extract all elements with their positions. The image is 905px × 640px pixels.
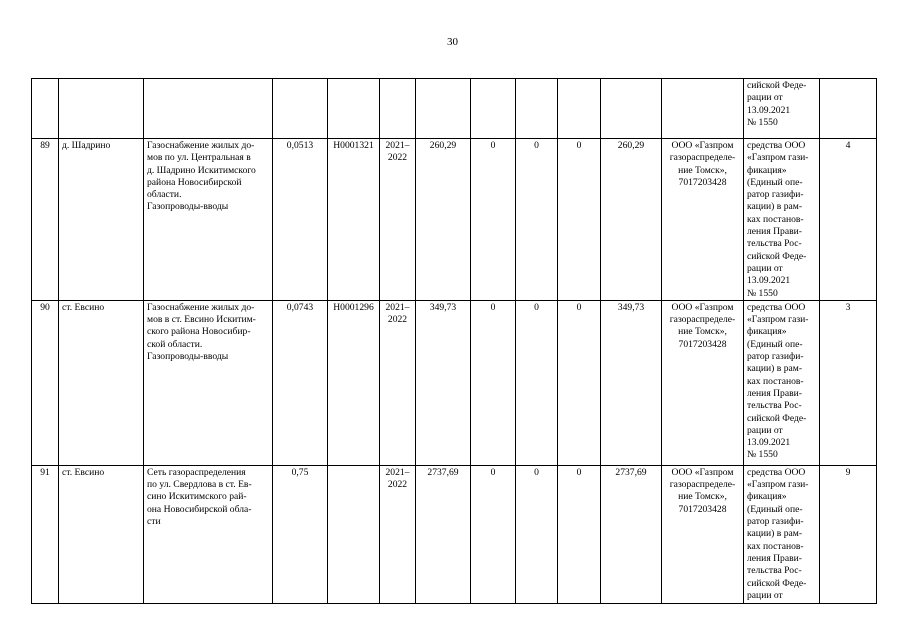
basis-cell: средства ООО «Газпром гази- фикация» (Единый опе- ратор газифи- кации) в рам- ках постанов- ления Прави- тельства Рос- сийской Феде- рации от 13.09.2021 № 1550	[744, 139, 820, 301]
row-num-cell: 91	[32, 465, 59, 603]
table-row	[32, 300, 877, 465]
basis-cell: сийской Феде- рации от 13.09.2021 № 1550	[744, 79, 820, 139]
code-cell	[328, 465, 380, 603]
value-cell	[558, 79, 601, 139]
description-cell: Газоснабжение жилых до- мов по ул. Центральная в д. Шадрино Искитимского района Новосибирской области. Газопроводы-вводы	[144, 139, 273, 301]
total-cell: 260,29	[416, 139, 471, 301]
organization-cell: ООО «Газпром газораспределе- ние Томск», 7017203428	[662, 300, 744, 465]
value-cell: 0	[516, 300, 558, 465]
total-cell: 2737,69	[416, 465, 471, 603]
value-cell: 260,29	[601, 139, 662, 301]
length-cell: 0,0513	[273, 139, 328, 301]
total-cell: 349,73	[416, 300, 471, 465]
settlement-cell: ст. Евсино	[59, 300, 144, 465]
value-cell	[471, 79, 516, 139]
period-cell: 2021– 2022	[380, 465, 416, 603]
value-cell: 0	[558, 139, 601, 301]
value-cell: 0	[516, 465, 558, 603]
code-cell	[328, 79, 380, 139]
code-cell: Н0001296	[328, 300, 380, 465]
value-cell: 0	[558, 300, 601, 465]
data-table	[31, 78, 877, 604]
row-num-cell: 90	[32, 300, 59, 465]
value-cell	[516, 79, 558, 139]
value-cell: 0	[558, 465, 601, 603]
length-cell	[273, 79, 328, 139]
total-cell	[416, 79, 471, 139]
length-cell: 0,0743	[273, 300, 328, 465]
organization-cell	[662, 79, 744, 139]
value-cell: 0	[471, 465, 516, 603]
value-cell: 2737,69	[601, 465, 662, 603]
last-cell: 3	[820, 300, 877, 465]
period-cell	[380, 79, 416, 139]
page-number: 30	[447, 36, 458, 48]
row-num-cell: 89	[32, 139, 59, 301]
description-cell: Газоснабжение жилых до- мов в ст. Евсино Искитим- ского района Новосибир- ской области. Газопроводы-вводы	[144, 300, 273, 465]
settlement-cell: д. Шадрино	[59, 139, 144, 301]
last-cell	[820, 79, 877, 139]
organization-cell: ООО «Газпром газораспределе- ние Томск», 7017203428	[662, 465, 744, 603]
settlement-cell	[59, 79, 144, 139]
value-cell: 0	[471, 300, 516, 465]
period-cell: 2021– 2022	[380, 139, 416, 301]
period-cell: 2021– 2022	[380, 300, 416, 465]
basis-cell: средства ООО «Газпром гази- фикация» (Единый опе- ратор газифи- кации) в рам- ках постанов- ления Прави- тельства Рос- сийской Феде- рации от	[744, 465, 820, 603]
table-row	[32, 465, 877, 603]
organization-cell: ООО «Газпром газораспределе- ние Томск», 7017203428	[662, 139, 744, 301]
value-cell	[601, 79, 662, 139]
description-cell: Сеть газораспределения по ул. Свердлова в ст. Ев- сино Искитимского рай- она Новосибирской обла- сти	[144, 465, 273, 603]
table-row	[32, 139, 877, 301]
length-cell: 0,75	[273, 465, 328, 603]
value-cell: 349,73	[601, 300, 662, 465]
table-row	[32, 79, 877, 139]
row-num-cell	[32, 79, 59, 139]
description-cell	[144, 79, 273, 139]
value-cell: 0	[516, 139, 558, 301]
last-cell: 9	[820, 465, 877, 603]
value-cell: 0	[471, 139, 516, 301]
settlement-cell: ст. Евсино	[59, 465, 144, 603]
basis-cell: средства ООО «Газпром гази- фикация» (Единый опе- ратор газифи- кации) в рам- ках постанов- ления Прави- тельства Рос- сийской Феде- рации от 13.09.2021 № 1550	[744, 300, 820, 465]
code-cell: Н0001321	[328, 139, 380, 301]
last-cell: 4	[820, 139, 877, 301]
